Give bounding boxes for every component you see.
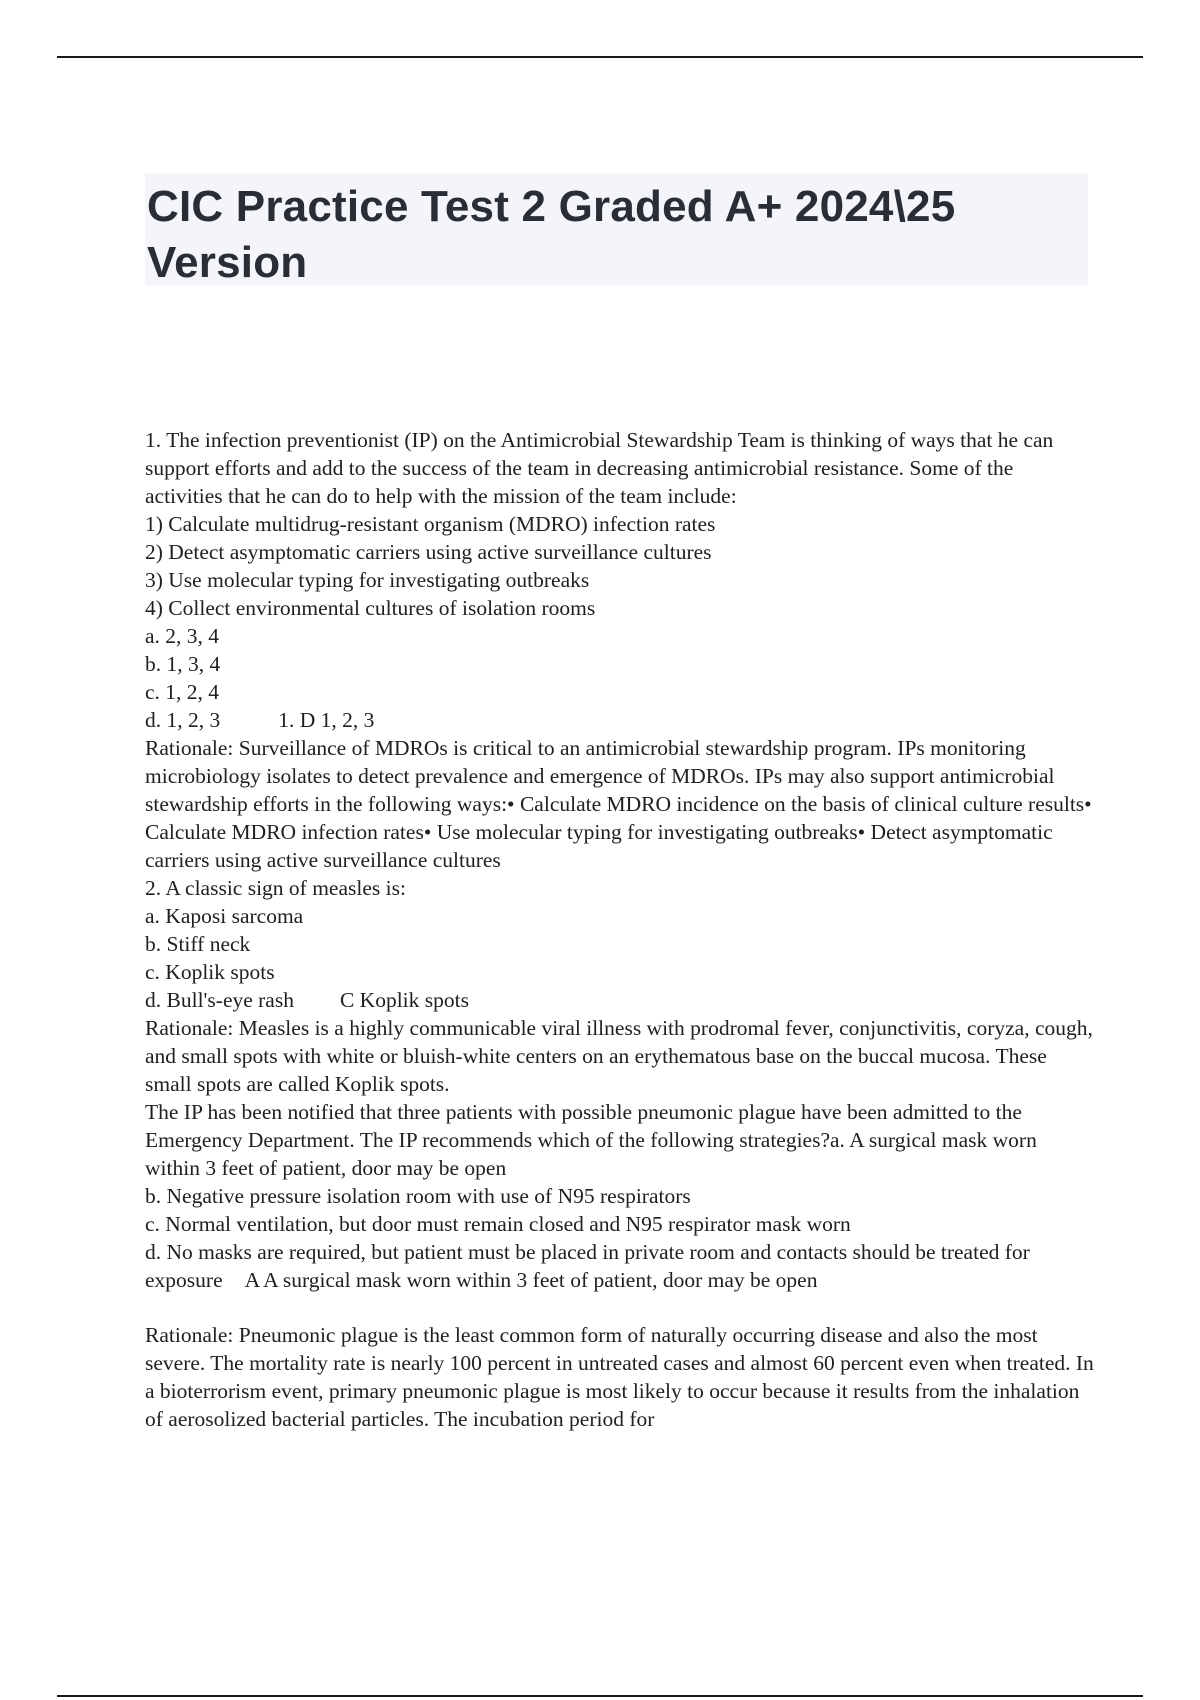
question-2-option-c: c. Koplik spots	[145, 960, 275, 984]
question-2-answer: C Koplik spots	[339, 988, 469, 1012]
question-2-option-a: a. Kaposi sarcoma	[145, 904, 304, 928]
title-banner	[145, 173, 1088, 285]
question-1-item-3: 3) Use molecular typing for investigating outbreaks	[145, 568, 590, 592]
question-3-answer: A A surgical mask worn within 3 feet of patient, door may be open	[244, 1268, 818, 1292]
question-1-item-2: 2) Detect asymptomatic carriers using active surveillance cultures	[145, 540, 712, 564]
question-3-option-d-line	[145, 1238, 1095, 1294]
question-1-stem: 1. The infection preventionist (IP) on the Antimicrobial Stewardship Team is thinking of ways that he can support efforts and add to the success of the team in decreasing antimicrobial resistance. Some of the activities that he can do to help with the mission of the team include:	[145, 428, 1054, 508]
question-1-option-b: b. 1, 3, 4	[145, 652, 221, 676]
question-1-item-4: 4) Collect environmental cultures of isolation rooms	[145, 596, 596, 620]
question-1-option-d-line	[145, 706, 1095, 734]
footer-rule	[57, 1695, 1143, 1697]
question-1-option-a: a. 2, 3, 4	[145, 624, 220, 648]
question-3-option-b: b. Negative pressure isolation room with use of N95 respirators	[145, 1184, 691, 1208]
question-2-option-b: b. Stiff neck	[145, 932, 251, 956]
document-body	[145, 426, 1095, 1433]
question-3-stem: The IP has been notified that three patients with possible pneumonic plague have been admitted to the Emergency Department. The IP recommends which of the following strategies?a. A surgical mask worn within 3 feet of patient, door may be open	[145, 1100, 1037, 1180]
question-2-option-d: d. Bull's-eye rash	[145, 988, 294, 1012]
question-1-answer: 1. D 1, 2, 3	[278, 708, 375, 732]
document-title: CIC Practice Test 2 Graded A+ 2024\25 Version	[147, 182, 956, 287]
question-1-option-d: d. 1, 2, 3	[145, 708, 221, 732]
header-rule	[57, 56, 1143, 58]
question-1-rationale: Rationale: Surveillance of MDROs is critical to an antimicrobial stewardship program. IPs monitoring microbiology isolates to detect prevalence and emergence of MDROs. IPs may also support antimicrobial stewardship efforts in the following ways:• Calculate MDRO incidence on the basis of clinical culture results• Calculate MDRO infection rates• Use molecular typing for investigating outbreaks• Detect asymptomatic carriers using active surveillance cultures	[145, 736, 1092, 872]
question-2-option-d-line	[145, 986, 1095, 1014]
paragraph-spacer	[145, 1294, 1095, 1321]
question-3-rationale: Rationale: Pneumonic plague is the least common form of naturally occurring disease and also the most severe. The mortality rate is nearly 100 percent in untreated cases and almost 60 percent even when treated. In a bioterrorism event, primary pneumonic plague is most likely to occur because it results from the inhalation of aerosolized bacterial particles. The incubation period for	[145, 1323, 1094, 1431]
question-2-rationale: Rationale: Measles is a highly communicable viral illness with prodromal fever, conjunctivitis, coryza, cough, and small spots with white or bluish-white centers on an erythematous base on the buccal mucosa. These small spots are called Koplik spots.	[145, 1016, 1093, 1096]
question-3-option-c: c. Normal ventilation, but door must remain closed and N95 respirator mask worn	[145, 1212, 851, 1236]
question-1-option-c: c. 1, 2, 4	[145, 680, 220, 704]
question-3-option-d: d. No masks are required, but patient must be placed in private room and contacts should be treated for exposure	[145, 1240, 1030, 1292]
question-2-stem: 2. A classic sign of measles is:	[145, 876, 406, 900]
question-1-item-1: 1) Calculate multidrug-resistant organism (MDRO) infection rates	[145, 512, 716, 536]
